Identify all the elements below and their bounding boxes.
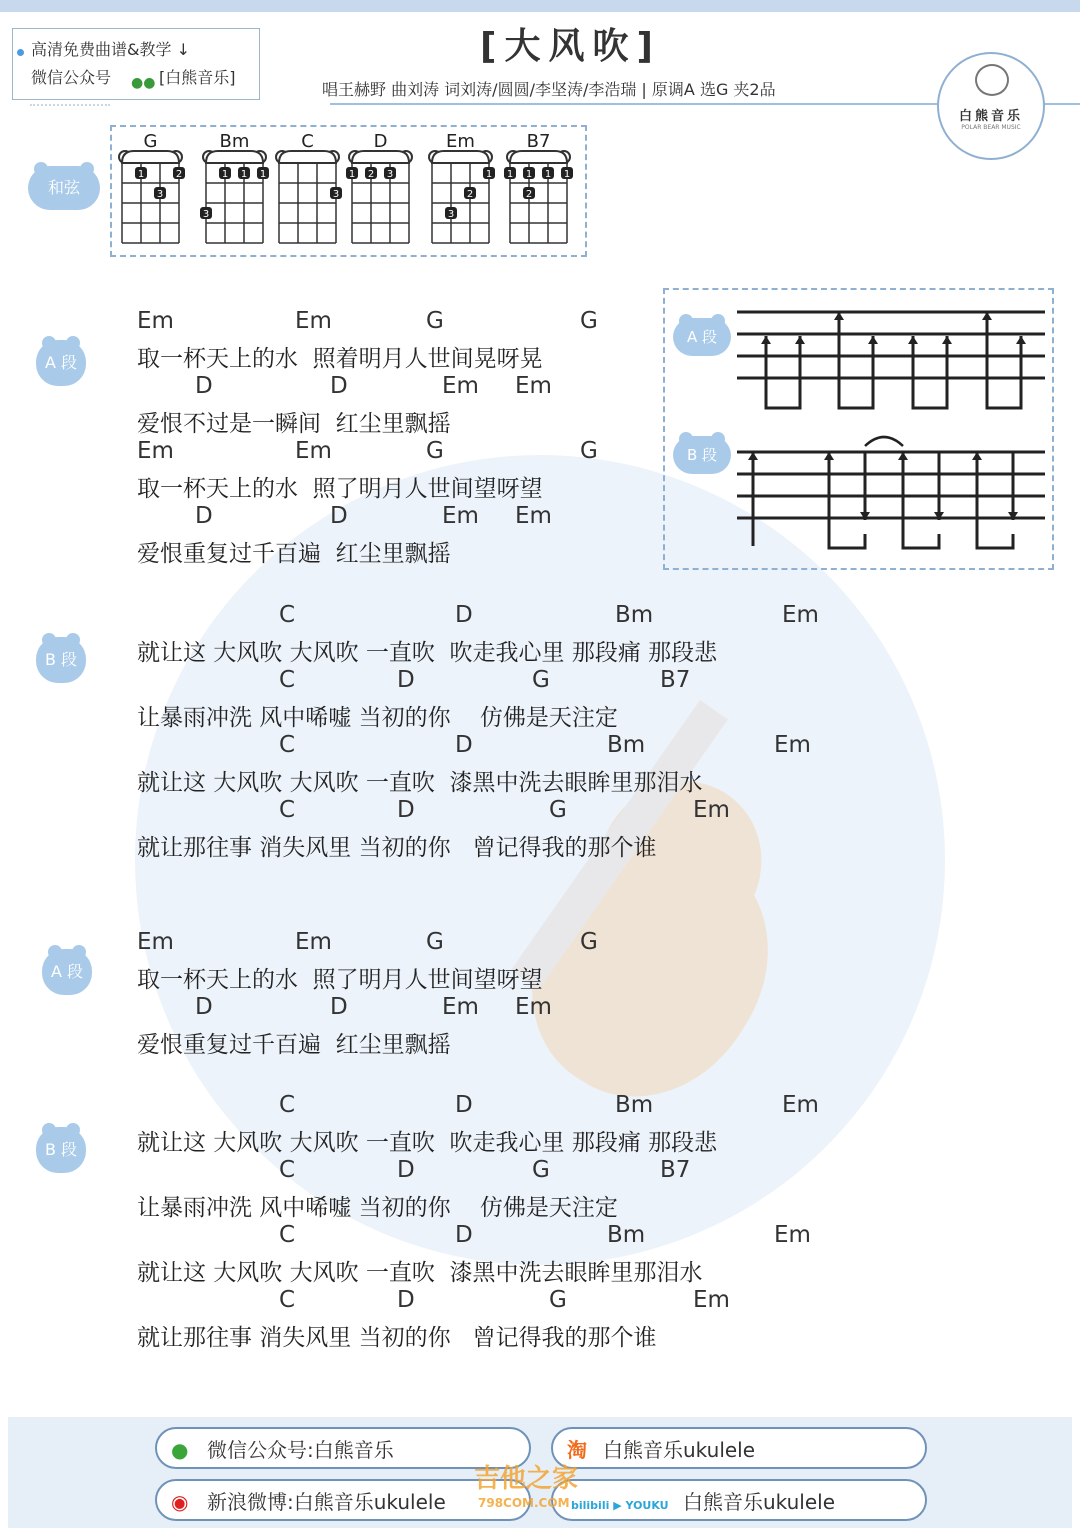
chord-label: C xyxy=(279,1287,296,1313)
finger-number: 3 xyxy=(156,189,164,200)
chord-label: Em xyxy=(515,503,552,529)
section-badge: A 段 xyxy=(36,340,86,386)
chord-label: Em xyxy=(693,797,730,823)
finger-number: 2 xyxy=(175,169,183,180)
info-line-2: 微信公众号 xyxy=(31,68,112,87)
chord-label: Em xyxy=(295,929,332,955)
chord-label: G xyxy=(532,1157,550,1183)
chord-label: Em xyxy=(774,1222,811,1248)
finger-number: 1 xyxy=(563,169,571,180)
video-link[interactable] xyxy=(551,1479,927,1521)
strum-b xyxy=(737,437,1045,548)
chord-label: D xyxy=(455,1092,473,1118)
chord-label: G xyxy=(532,667,550,693)
logo-text: 白熊音乐 xyxy=(958,109,1023,124)
wechat-icon: ●● xyxy=(131,75,156,91)
weibo-icon: ◉ xyxy=(171,1490,189,1514)
finger-number: 1 xyxy=(485,169,493,180)
beam xyxy=(903,534,939,548)
chord-nut xyxy=(432,151,489,163)
finger-number: 1 xyxy=(348,169,356,180)
finger-number: 3 xyxy=(386,169,394,180)
chord-label: G xyxy=(580,308,598,334)
chord-label: Bm xyxy=(615,602,654,628)
finger-number: 3 xyxy=(447,209,455,220)
chord-label: Em xyxy=(693,1287,730,1313)
info-line-1: 高清免费曲谱&教学 ↓ xyxy=(31,40,190,59)
chord-label: C xyxy=(279,667,296,693)
chord-label: Em xyxy=(515,373,552,399)
beam xyxy=(977,534,1013,548)
bullet-icon xyxy=(17,49,24,56)
tie-arc xyxy=(865,437,903,446)
chord-nut xyxy=(279,151,336,163)
strum-up-arrow xyxy=(1016,336,1026,344)
finger-number: 2 xyxy=(466,189,474,200)
lyric-line: 让暴雨冲洗 风中唏嘘 当初的你 仿佛是天注定 xyxy=(137,705,618,731)
chord-nut xyxy=(510,151,567,163)
finger-number: 1 xyxy=(544,169,552,180)
chord-label: D xyxy=(397,1157,415,1183)
chord-label: Bm xyxy=(607,1222,646,1248)
chord-label: G xyxy=(580,929,598,955)
chord-label: B7 xyxy=(660,1157,691,1183)
logo-subtext: POLAR BEAR MUSIC xyxy=(961,124,1021,131)
beam xyxy=(829,534,865,548)
chord-label: Em xyxy=(295,438,332,464)
chord-label: Em xyxy=(782,1092,819,1118)
chord-label: C xyxy=(279,602,296,628)
video-label: 白熊音乐ukulele xyxy=(682,1490,836,1514)
chord-label: Bm xyxy=(615,1092,654,1118)
taobao-link[interactable] xyxy=(551,1427,927,1469)
finger-number: 2 xyxy=(525,189,533,200)
finger-number: 1 xyxy=(240,169,248,180)
chord-label: G xyxy=(426,929,444,955)
lyric-line: 就让这 大风吹 大风吹 一直吹 漆黑中洗去眼眸里那泪水 xyxy=(137,770,703,796)
beam xyxy=(913,394,947,408)
lyric-line: 取一杯天上的水 照着明月人世间晃呀晃 xyxy=(137,346,543,372)
strum-a-badge: A 段 xyxy=(673,318,731,356)
chord-label: Em xyxy=(442,503,479,529)
chord-name: G xyxy=(143,131,158,152)
chord-nut xyxy=(122,151,179,163)
chord-name: D xyxy=(373,131,388,152)
chord-name: Em xyxy=(446,131,475,152)
chord-name: C xyxy=(301,131,314,152)
finger-number: 1 xyxy=(221,169,229,180)
watermark-sub: 798COM.COM xyxy=(478,1496,570,1510)
chord-label: G xyxy=(426,438,444,464)
chord-label: Em xyxy=(774,732,811,758)
song-credits: 唱王赫野 曲刘涛 词刘涛/圆圆/李坚涛/李浩瑞 | 原调A 选G 夹2品 xyxy=(322,80,776,99)
chord-label: Em xyxy=(295,308,332,334)
strum-up-arrow xyxy=(761,336,771,344)
bear-icon xyxy=(975,64,1009,96)
beam xyxy=(839,394,873,408)
chord-label: Em xyxy=(137,438,174,464)
strum-b-badge: B 段 xyxy=(673,436,731,474)
chord-label: C xyxy=(279,1157,296,1183)
chord-label: C xyxy=(279,732,296,758)
chord-label: G xyxy=(549,1287,567,1313)
strum-pattern-box xyxy=(663,288,1054,570)
lyric-line: 取一杯天上的水 照了明月人世间望呀望 xyxy=(137,476,543,502)
finger-number: 2 xyxy=(367,169,375,180)
lyric-line: 就让那往事 消失风里 当初的你 曾记得我的那个谁 xyxy=(137,1325,657,1351)
chord-label: Em xyxy=(782,602,819,628)
beam xyxy=(766,394,800,408)
chord-label: C xyxy=(279,1222,296,1248)
chord-label: Em xyxy=(442,373,479,399)
info-box xyxy=(12,28,260,100)
chord-em xyxy=(429,131,495,243)
chord-c xyxy=(276,131,342,243)
chord-label: C xyxy=(279,797,296,823)
top-bar xyxy=(0,0,1080,12)
chord-diagrams xyxy=(112,127,585,255)
lyric-line: 让暴雨冲洗 风中唏嘘 当初的你 仿佛是天注定 xyxy=(137,1195,618,1221)
brand-logo xyxy=(937,52,1045,160)
chord-diagram-box xyxy=(110,125,587,257)
chord-label: D xyxy=(397,1287,415,1313)
lyric-line: 爱恨不过是一瞬间 红尘里飘摇 xyxy=(137,411,451,437)
lyric-line: 爱恨重复过千百遍 红尘里飘摇 xyxy=(137,1032,451,1058)
chord-label: D xyxy=(455,732,473,758)
weibo-label: 新浪微博:白熊音乐ukulele xyxy=(207,1490,446,1514)
chord-label: D xyxy=(397,797,415,823)
chord-label: D xyxy=(330,373,348,399)
wechat-icon: ● xyxy=(171,1438,189,1462)
chord-label: D xyxy=(455,602,473,628)
chord-d xyxy=(346,131,412,243)
chord-label: D xyxy=(455,1222,473,1248)
lyric-line: 就让这 大风吹 大风吹 一直吹 吹走我心里 那段痛 那段悲 xyxy=(137,640,718,666)
chord-label: D xyxy=(195,373,213,399)
wechat-label: 微信公众号:白熊音乐 xyxy=(207,1438,394,1462)
chord-nut xyxy=(352,151,409,163)
chord-label: C xyxy=(279,1092,296,1118)
taobao-label: 白熊音乐ukulele xyxy=(603,1438,756,1462)
watermark: 吉他之家 xyxy=(474,1464,579,1494)
lyric-line: 就让那往事 消失风里 当初的你 曾记得我的那个谁 xyxy=(137,835,657,861)
chord-label: Em xyxy=(515,994,552,1020)
chord-label: B7 xyxy=(660,667,691,693)
lyric-line: 就让这 大风吹 大风吹 一直吹 漆黑中洗去眼眸里那泪水 xyxy=(137,1260,703,1286)
chord-label: D xyxy=(195,503,213,529)
finger-number: 3 xyxy=(202,209,210,220)
finger-number: 1 xyxy=(259,169,267,180)
chord-b7 xyxy=(504,131,573,243)
strum-up-arrow xyxy=(942,336,952,344)
strum-a xyxy=(737,312,1045,408)
strum-up-arrow xyxy=(908,336,918,344)
chord-label: Em xyxy=(137,929,174,955)
lyric-line: 取一杯天上的水 照了明月人世间望呀望 xyxy=(137,967,543,993)
chord-name: Bm xyxy=(219,131,250,152)
chord-label: D xyxy=(330,503,348,529)
page-title: [大风吹] xyxy=(480,26,661,67)
beam xyxy=(987,394,1021,408)
chord-label: G xyxy=(426,308,444,334)
decorative-dots xyxy=(30,104,110,114)
chord-label: G xyxy=(580,438,598,464)
info-account-name: [白熊音乐] xyxy=(159,68,236,87)
chord-g xyxy=(119,131,185,243)
taobao-icon: 淘 xyxy=(567,1438,587,1462)
lyric-line: 就让这 大风吹 大风吹 一直吹 吹走我心里 那段痛 那段悲 xyxy=(137,1130,718,1156)
video-platform-icons: bilibili ▶ YOUKU xyxy=(571,1499,669,1512)
section-badge: B 段 xyxy=(36,1127,86,1173)
chord-label: D xyxy=(397,667,415,693)
chord-nut xyxy=(206,151,263,163)
chord-label: D xyxy=(195,994,213,1020)
chord-bm xyxy=(200,131,269,243)
strum-up-arrow xyxy=(795,336,805,344)
finger-number: 3 xyxy=(332,189,340,200)
section-badge: A 段 xyxy=(42,949,92,995)
chord-section-badge: 和弦 xyxy=(28,166,100,210)
finger-number: 1 xyxy=(506,169,514,180)
finger-number: 1 xyxy=(137,169,145,180)
chord-label: D xyxy=(330,994,348,1020)
chord-label: Em xyxy=(137,308,174,334)
chord-label: Bm xyxy=(607,732,646,758)
finger-number: 1 xyxy=(525,169,533,180)
section-badge: B 段 xyxy=(36,637,86,683)
lyric-line: 爱恨重复过千百遍 红尘里飘摇 xyxy=(137,541,451,567)
chord-name: B7 xyxy=(526,131,551,152)
chord-label: Em xyxy=(442,994,479,1020)
strum-up-arrow xyxy=(868,336,878,344)
chord-label: G xyxy=(549,797,567,823)
